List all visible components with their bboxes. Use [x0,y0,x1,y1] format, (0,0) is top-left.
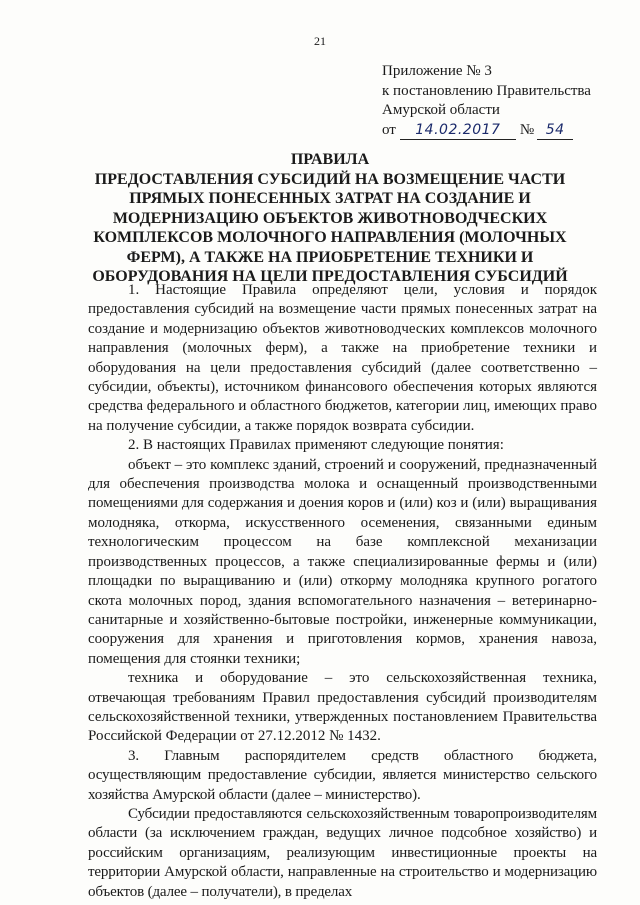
title-line-4: МОДЕРНИЗАЦИЮ ОБЪЕКТОВ ЖИВОТНОВОДЧЕСКИХ [112,209,548,227]
number-prefix: № [519,121,535,138]
paragraph-2: 2. В настоящих Правилах применяют следующие понятия: [128,437,504,454]
appendix-block [382,62,622,140]
appendix-line-2: к постановлению Правительства [382,82,591,99]
appendix-line-1: Приложение № 3 [382,63,492,79]
title-line-2: ПРЕДОСТАВЛЕНИЯ СУБСИДИЙ НА ВОЗМЕЩЕНИЕ ЧАСТИ [94,170,566,188]
title-line-1: ПРАВИЛА [290,151,370,168]
handwritten-number: 54 [545,121,565,138]
page-number: 21 [314,34,326,48]
title-line-7: ОБОРУДОВАНИЯ НА ЦЕЛИ ПРЕДОСТАВЛЕНИЯ СУБСИДИЙ [92,268,568,285]
title-line-3: ПРЯМЫХ ПОНЕСЕННЫХ ЗАТРАТ НА СОЗДАНИЕ И [129,190,531,207]
title-line-5: КОМПЛЕКСОВ МОЛОЧНОГО НАПРАВЛЕНИЯ (МОЛОЧНЫХ [93,229,567,246]
appendix-date-row [382,121,622,141]
paragraph-1: 1. Настоящие Правила определяют цели, условия и порядок предоставления субсидий на возмещение части прямых понесенных затрат на создание и модернизацию объектов животноводческих комплексов молочного направления (молочных ферм), а также на приобретение техники и оборудования на цели предоставления субсидий (далее соответственно – субсидии, объекты), источником финансового обеспечения которых являются средства федерального и областного бюджетов, категории лиц, имеющих право на получение субсидии, а также порядок возврата субсидии. [88,282,597,434]
date-prefix: от [382,121,396,138]
number-field [537,122,573,140]
title-line-6: ФЕРМ), А ТАКЖЕ НА ПРИОБРЕТЕНИЕ ТЕХНИКИ И [126,248,534,266]
date-field [400,122,516,140]
paragraph-4: техника и оборудование – это сельскохозяйственная техника, отвечающая требованиям Правил предоставления субсидий производителям сельскохозяйственной техники, утвержденных постановлением Правительства Российской Федерации от 27.12.2012 № 1432. [88,670,597,745]
appendix-line-3: Амурской области [382,102,500,118]
document-title [60,150,600,287]
paragraph-3: объект – это комплекс зданий, строений и сооружений, предназначенный для обеспечения производства молока и оснащенный производственными помещениями для содержания и доения коров и (или) коз и (или) выращивания молодняка, откорма, искусственного осеменения, связанными единым технологическим процессом на базе комплексной механизации производственных процессов, а также специализированные фермы и (или) площадки по выращиванию и (или) откорму молодняка крупного рогатого скота молочных пород, здания вспомогательного назначения – ветеринарно-санитарные и хозяйственно-бытовые постройки, инженерные коммуникации, сооружения для хранения и приготовления кормов, хранения навоза, помещения для стоянки техники; [88,456,597,667]
handwritten-date: 14.02.2017 [415,121,501,138]
paragraph-5: 3. Главным распорядителем средств областного бюджета, осуществляющим предоставление субсидии, является министерство сельского хозяйства Амурской области (далее – министерство). [88,747,597,803]
document-body [88,281,597,902]
paragraph-6: Субсидии предоставляются сельскохозяйственным товаропроизводителям области (за исключением граждан, ведущих личное подсобное хозяйство) и российским организациям, реализующим инвестиционные проекты на территории Амурской области, направленные на строительство и модернизацию объектов (далее – получатели), в пределах [88,805,597,900]
